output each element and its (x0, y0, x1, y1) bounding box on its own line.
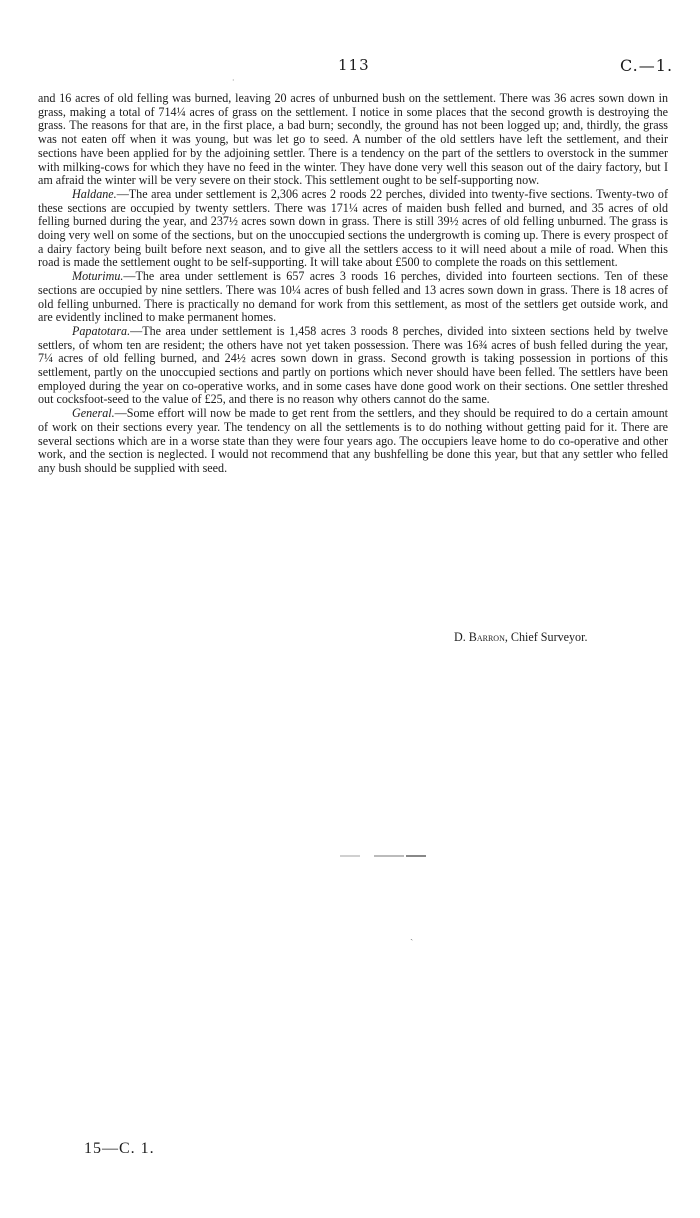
paragraph-text: —The area under settlement is 1,458 acres 3 roods 8 perches, divided into sixteen sections held by twelve settlers, of whom ten are resident; the others have not yet taken possession. There was 16¾ acres of bush felled during the year, 7¼ acres of old felling burned, and 24½ acres sown down in grass. Second growth is taking possession in portions of this settlement, partly on the unoccupied sections and partly on portions which never should have been felled. The settlers have been employed during the year on co-operative works, and in some cases have done good work on their sections. One settler threshed out cocksfoot-seed to the value of £25, and there is no reason why others cannot do the same. (38, 323, 668, 407)
signature-mark: 15—C. 1. (84, 1140, 155, 1157)
document-code: C.—1. (620, 56, 674, 75)
paragraph-settlement-continued: and 16 acres of old felling was burned, leaving 20 acres of unburned bush on the settlement. There was 36 acres sown down in grass, making a total of 714¼ acres of grass on the settlement. I notice in some places that the second growth is destroying the grass. The reasons for that are, in the first place, a bad burn; secondly, the ground has not been logged up; and, thirdly, the grass was not eaten off when it was young, but was let go to seed. A number of the old settlers have left the settlement, and their sections have been applied for by the adjoining settler. There is a tendency on the part of the settlers to overstock in the summer with milking-cows for which they have no feed in the winter. They have done very well this season out of the dairy factory, but I am afraid the winter will be very severe on their stock. This settlement ought to be self-supporting now. (38, 91, 668, 188)
page-number: 113 (338, 56, 370, 74)
page-header (0, 56, 700, 76)
paragraph-haldane (38, 188, 668, 270)
paragraph-text: —The area under settlement is 2,306 acres 2 roods 22 perches, divided into twenty-five sections. Twenty-two of these sections are occupied by twenty settlers. There was 171¼ acres of maiden bush felled and burned, and 35 acres of old felling burned during the year, and 237½ acres sown down in grass. There is still 39½ acres of old felling unburned. The grass is doing very well on some of the sections, but on the unoccupied sections the undergrowth is coming up. There is every prospect of a dairy factory being built before next season, and to give all the settlers access to it will need about a mile of road. When this road is made the settlement ought to be self-supporting. It will take about £500 to complete the roads on this settlement. (38, 186, 668, 270)
paragraph-text: —Some effort will now be made to get rent from the settlers, and they should be required to do a certain amount of work on their sections every year. The tendency on all the settlements is to do nothing without getting paid for it. There are several sections which are in a worse state than they were four years ago. The occupiers leave home to do co-operative and other work, and the section is neglected. I would not recommend that any bushfelling be done this year, but that any settler who felled any bush should be supplied with seed. (38, 406, 668, 475)
section-heading-general: General. (72, 406, 115, 421)
signatory-name: D. Barron, (454, 630, 508, 644)
paragraph-text: —The area under settlement is 657 acres 3 roods 16 perches, divided into fourteen sections. Ten of these sections are occupied by nine settlers. There was 10¼ acres of bush felled and 13 acres sown down in grass. There is 18 acres of old felling unburned. There is practically no demand for work from this settlement, as most of the settlers get outside work, and are evidently inclined to make permanent homes. (38, 269, 668, 325)
signature-block (454, 630, 588, 645)
ink-speck: · (232, 76, 235, 85)
section-heading-moturimu: Moturimu. (72, 269, 124, 284)
paragraph-papatotara (38, 325, 668, 407)
ink-mark: ˎ (410, 930, 414, 941)
section-heading-haldane: Haldane. (72, 186, 117, 201)
print-smudge (340, 852, 430, 860)
paragraph-moturimu (38, 270, 668, 325)
paragraph-general (38, 407, 668, 476)
signatory-title: Chief Surveyor. (510, 630, 588, 644)
section-heading-papatotara: Papatotara. (72, 323, 131, 338)
report-body (38, 92, 668, 476)
